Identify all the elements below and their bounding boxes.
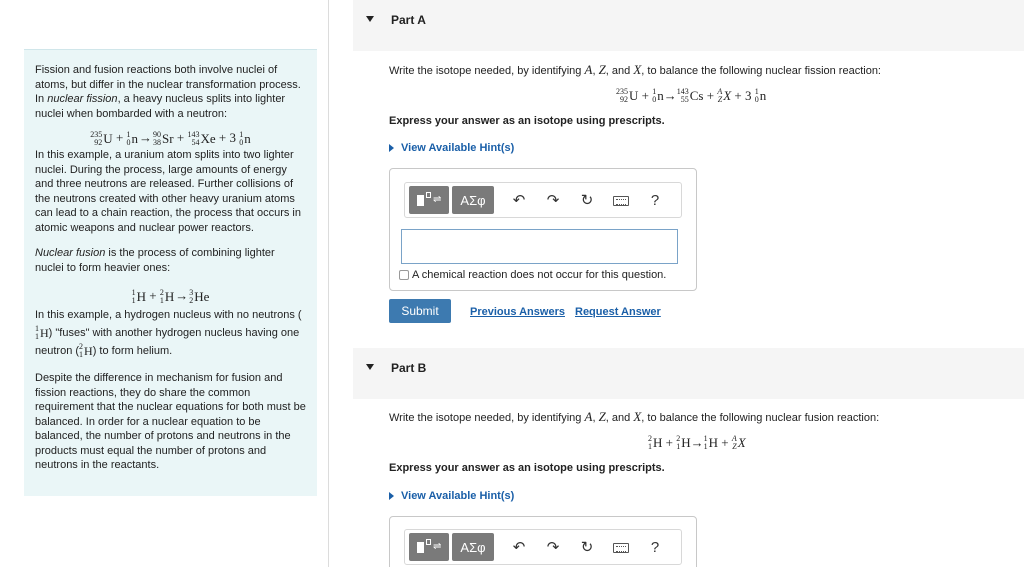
keyboard-icon[interactable] [604, 192, 638, 209]
intro-paragraph-fusion: Nuclear fusion is the process of combining lighter nuclei to form heavier ones: [35, 247, 275, 274]
part-a-prompt: Write the isotope needed, by identifying A, Z, and X, to balance the following nuclear fission reaction: [389, 62, 881, 77]
templates-icon[interactable]: ⇌ [409, 533, 449, 561]
collapse-triangle-icon [366, 16, 374, 22]
submit-button[interactable]: Submit [389, 299, 451, 323]
expand-triangle-icon [389, 144, 394, 152]
part-b-title: Part B [391, 361, 427, 375]
equation-toolbar [404, 182, 682, 218]
fission-equation: 235 92 U + 1 0 n→ 90 38 Sr + 143 54 Xe + 3 1 0 n [90, 130, 251, 148]
redo-icon[interactable]: ↷ [546, 539, 560, 556]
help-button[interactable]: ? [650, 191, 660, 209]
part-b-answer-box [389, 516, 697, 567]
equation-toolbar [404, 529, 682, 565]
no-reaction-checkbox[interactable] [399, 270, 409, 280]
part-a-answer-box [389, 168, 697, 291]
intro-paragraph-balance: Despite the difference in mechanism for fusion and fission reactions, they do share the common requirement that the nuclear equations for both must be balanced. In order for a nuclear equation to be balanced, the number of protons and neutrons in the products must equal the number of protons and neutrons in the reactants. [35, 372, 306, 472]
intro-paragraph-hydrogen: In this example, a hydrogen nucleus with no neutrons ( 1 1 H) "fuses" with another hydrogen nucleus having one neutron ( 2 1 H) to form helium. [35, 309, 302, 360]
part-a-reaction: 235 92 U + 1 0 n → 143 55 Cs + A Z X + 3 1 0 n [616, 87, 767, 104]
greek-symbols-button[interactable]: ΑΣφ [452, 533, 494, 561]
undo-icon[interactable]: ↶ [512, 539, 526, 556]
part-b-express: Express your answer as an isotope using prescripts. [389, 462, 665, 474]
templates-icon[interactable]: ⇌ [409, 186, 449, 214]
reset-icon[interactable]: ↻ [580, 192, 594, 209]
undo-icon[interactable]: ↶ [512, 192, 526, 209]
previous-answers-link[interactable]: Previous Answers [470, 306, 565, 318]
intro-panel [24, 49, 317, 496]
request-answer-link[interactable]: Request Answer [575, 306, 661, 318]
panel-divider [328, 0, 329, 567]
reset-icon[interactable]: ↻ [580, 539, 594, 556]
part-a-header[interactable] [353, 0, 1024, 51]
greek-symbols-button[interactable]: ΑΣφ [452, 186, 494, 214]
keyboard-icon[interactable] [604, 539, 638, 556]
part-b-header[interactable] [353, 348, 1024, 399]
fusion-equation: 1 1 H + 2 1 H→ 3 2 He [131, 288, 210, 306]
redo-icon[interactable]: ↷ [546, 192, 560, 209]
intro-paragraph-chain: In this example, a uranium atom splits into two lighter nuclei. During the process, large amounts of energy and three neutrons are released. Further collisions of the neutrons created with other heavy uranium atoms can lead to a chain reaction, the process that occurs in atomic weapons and nuclear power reactors. [35, 149, 301, 234]
part-b-hint-link[interactable]: View Available Hint(s) [389, 490, 514, 502]
help-button[interactable]: ? [650, 538, 660, 556]
part-a-express: Express your answer as an isotope using prescripts. [389, 115, 665, 127]
part-b-prompt: Write the isotope needed, by identifying A, Z, and X, to balance the following nuclear fusion reaction: [389, 409, 880, 424]
answer-input[interactable] [401, 229, 678, 264]
part-a-hint-link[interactable]: View Available Hint(s) [389, 142, 514, 154]
expand-triangle-icon [389, 492, 394, 500]
collapse-triangle-icon [366, 364, 374, 370]
no-reaction-option[interactable]: A chemical reaction does not occur for this question. [399, 269, 666, 281]
part-b-reaction: 2 1 H + 2 1 H → 1 1 H + A Z X [648, 434, 746, 451]
part-a-title: Part A [391, 13, 426, 27]
intro-paragraph-fission: Fission and fusion reactions both involve nuclei of atoms, but differ in the nuclear transformation process. In nuclear fission, a heavy nucleus splits into lighter nuclei when bombarded with a neutron: [35, 64, 301, 120]
